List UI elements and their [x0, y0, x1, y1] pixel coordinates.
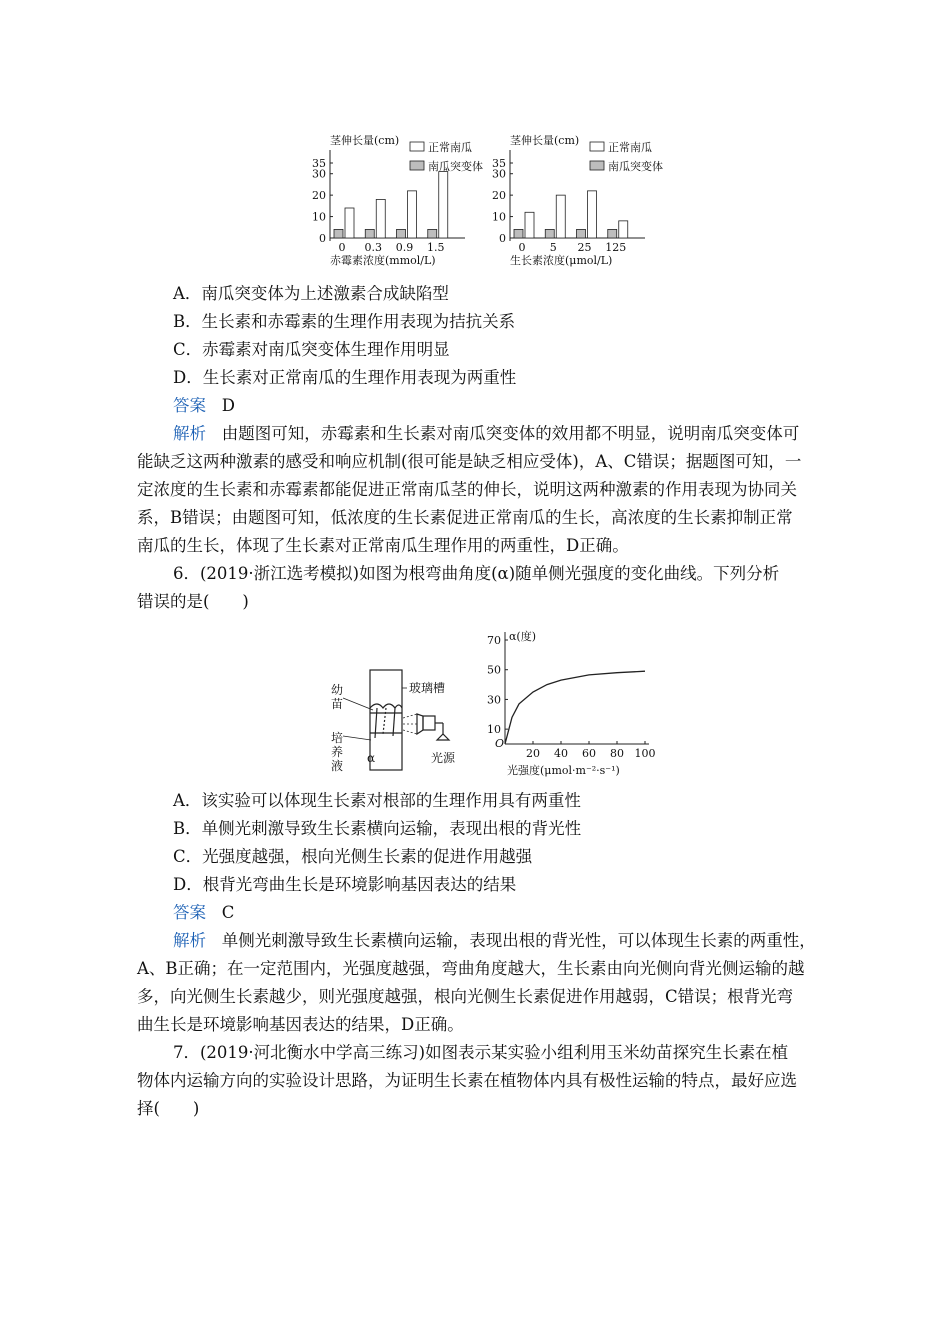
q7-stem-line-1: 7．(2019·河北衡水中学高三练习)如图表示某实验小组利用玉米幼苗探究生长素在植	[173, 1043, 789, 1062]
chart-1-bar-mutant	[334, 229, 343, 238]
chart-2-legend-mutant: 南瓜突变体	[608, 160, 663, 173]
chart-2-bar-normal	[556, 195, 565, 238]
label-seedling-2: 苗	[331, 697, 344, 711]
chart-1-bar-normal	[376, 199, 385, 238]
gibberellin-bar-chart	[312, 133, 483, 267]
bar-charts-figure	[300, 128, 700, 273]
chart-1-legend-mutant: 南瓜突变体	[428, 160, 483, 173]
chart-1-ytick-label: 0	[319, 232, 326, 245]
q5-option-d: D．生长素对正常南瓜的生理作用表现为两重性	[173, 368, 517, 387]
chart-2-legend-swatch-normal	[590, 142, 604, 151]
chart-2-ytick-label: 30	[492, 167, 506, 181]
chart-2-ytick-label: 20	[492, 189, 506, 203]
label-medium-3: 液	[331, 759, 344, 773]
label-light-source: 光源	[431, 751, 456, 765]
line-chart-ytick-label: 70	[487, 634, 501, 647]
q6-option-b: B．单侧光刺激导致生长素横向运输，表现出根的背光性	[173, 819, 582, 838]
chart-2-xtick-label: 5	[549, 241, 557, 254]
line-chart-origin: O	[495, 737, 505, 750]
line-chart-xtick-label: 60	[582, 747, 596, 760]
chart-1-bar-normal	[345, 208, 354, 238]
line-chart-ylabel: α(度)	[509, 630, 537, 643]
chart-2-ytick-label: 35	[492, 157, 506, 170]
label-seedling-1: 幼	[331, 683, 344, 697]
q5-answer-value: D	[221, 396, 235, 415]
chart-2-bar-mutant	[608, 229, 617, 238]
chart-1-xtick-label: 0	[338, 241, 346, 254]
chart-1-ytick-label: 20	[312, 189, 326, 203]
q6-option-d: D．根背光弯曲生长是环境影响基因表达的结果	[173, 875, 517, 894]
q5-analysis-text-1: 由题图可知，赤霉素和生长素对南瓜突变体的效用都不明显，说明南瓜突变体可	[221, 424, 800, 443]
line-chart-xtick-label: 100	[634, 747, 656, 760]
line-chart-xtick-label: 80	[610, 747, 624, 760]
q5-option-c: C．赤霉素对南瓜突变体生理作用明显	[173, 340, 450, 359]
chart-2-bar-mutant	[514, 229, 523, 238]
q5-option-b: B．生长素和赤霉素的生理作用表现为拮抗关系	[173, 312, 516, 331]
chart-1-legend-swatch-mutant	[410, 161, 424, 170]
chart-1-ylabel: 茎伸长量(cm)	[330, 134, 400, 147]
q6-analysis-line-3: 多，向光侧生长素越少，则光强度越强，根向光侧生长素促进作用越弱，C错误；根背光弯	[137, 987, 794, 1006]
chart-1-ytick-label: 35	[312, 157, 326, 170]
q5-answer	[173, 392, 863, 420]
chart-1-xtick-label: 0.3	[364, 241, 382, 254]
chart-1-xtick-label: 1.5	[427, 241, 445, 254]
chart-1-xtick-label: 0.9	[395, 241, 414, 254]
chart-1-ytick-label: 30	[312, 167, 326, 181]
chart-2-bar-mutant	[577, 229, 586, 238]
chart-1-bar-normal	[439, 172, 448, 238]
chart-2-xlabel: 生长素浓度(μmol/L)	[510, 254, 613, 267]
chart-2-ytick-label: 0	[499, 232, 506, 245]
chart-1-bar-mutant	[428, 229, 437, 238]
q5-analysis-line-5: 南瓜的生长，体现了生长素对正常南瓜生理作用的两重性，D正确。	[137, 536, 629, 555]
q6-option-c: C．光强度越强，根向光侧生长素的促进作用越强	[173, 847, 533, 866]
q5-option-a: A．南瓜突变体为上述激素合成缺陷型	[173, 284, 449, 303]
q6-answer-value: C	[221, 903, 235, 922]
q7-stem-line-3: 择( )	[137, 1099, 200, 1118]
q6-option-a: A．该实验可以体现生长素对根部的生理作用具有两重性	[173, 791, 581, 810]
light-source-icon	[423, 716, 435, 730]
q7-stem-line-2: 物体内运输方向的实验设计思路，为证明生长素在植物体内具有极性运输的特点，最好应选	[137, 1071, 797, 1090]
chart-2-legend-normal: 正常南瓜	[608, 141, 652, 154]
q5-answer-label: 答案	[173, 396, 206, 415]
chart-2-bar-normal	[588, 191, 597, 238]
q5-analysis-label: 解析	[173, 424, 206, 443]
root-bending-figure	[325, 628, 665, 778]
chart-2-bar-normal	[619, 221, 628, 238]
line-chart-ytick-label: 50	[487, 663, 501, 677]
q6-answer-label: 答案	[173, 903, 206, 922]
chart-1-bar-mutant	[397, 229, 406, 238]
chart-2-xtick-label: 0	[518, 241, 526, 254]
chart-2-bar-normal	[525, 212, 534, 238]
chart-1-legend-normal: 正常南瓜	[428, 141, 472, 154]
line-chart-ytick-label: 30	[487, 693, 501, 707]
chart-1-bar-mutant	[365, 229, 374, 238]
chart-1-bar-normal	[408, 191, 417, 238]
q6-analysis-text-1: 单侧光刺激导致生长素横向运输，表现出根的背光性，可以体现生长素的两重性，	[221, 931, 816, 950]
chart-2-xtick-label: 25	[577, 241, 592, 254]
line-chart-xlabel: 光强度(μmol·m⁻²·s⁻¹)	[507, 764, 620, 777]
chart-2-ytick-label: 10	[492, 210, 506, 224]
q5-analysis-line-3: 定浓度的生长素和赤霉素都能促进正常南瓜茎的伸长，说明这两种激素的作用表现为协同关	[137, 480, 797, 499]
label-medium-1: 培	[331, 731, 344, 745]
q6-answer	[173, 899, 863, 927]
q5-analysis-line-4: 系，B错误；由题图可知，低浓度的生长素促进正常南瓜的生长，高浓度的生长素抑制正常	[137, 508, 793, 527]
q5-analysis-line-1	[173, 420, 863, 448]
line-chart-xtick-label: 40	[554, 747, 568, 760]
q6-stem-line-1: 6．(2019·浙江选考模拟)如图为根弯曲角度(α)随单侧光强度的变化曲线。下列分析	[173, 564, 780, 583]
q5-analysis-line-2: 能缺乏这两种激素的感受和响应机制(很可能是缺乏相应受体)，A、C错误；据题图可知，一	[137, 452, 802, 471]
q6-analysis-line-2: A、B正确；在一定范围内，光强度越强，弯曲角度越大，生长素由向光侧向背光侧运输的越	[137, 959, 805, 978]
chart-1-legend-swatch-normal	[410, 142, 424, 151]
label-alpha: α	[367, 751, 376, 765]
auxin-bar-chart	[492, 133, 663, 267]
chart-2-bar-mutant	[545, 229, 554, 238]
angle-vs-light-line-chart	[487, 629, 656, 777]
chart-2-xtick-label: 125	[605, 241, 627, 254]
chart-1-ytick-label: 10	[312, 210, 326, 224]
seedling-icon	[370, 704, 402, 708]
line-chart-ytick-label: 10	[487, 723, 501, 737]
chart-2-ylabel: 茎伸长量(cm)	[510, 134, 580, 147]
q6-stem-line-2: 错误的是( )	[137, 592, 249, 611]
label-glass-tank: 玻璃槽	[409, 681, 446, 695]
chart-1-xlabel: 赤霉素浓度(mmol/L)	[330, 254, 436, 267]
line-chart-xtick-label: 20	[526, 747, 540, 760]
label-medium-2: 养	[331, 745, 344, 759]
q6-analysis-label: 解析	[173, 931, 206, 950]
chart-2-legend-swatch-mutant	[590, 161, 604, 170]
q6-analysis-line-1	[173, 927, 863, 955]
q6-analysis-line-4: 曲生长是环境影响基因表达的结果，D正确。	[137, 1015, 464, 1034]
line-chart-series-curve	[505, 671, 645, 744]
